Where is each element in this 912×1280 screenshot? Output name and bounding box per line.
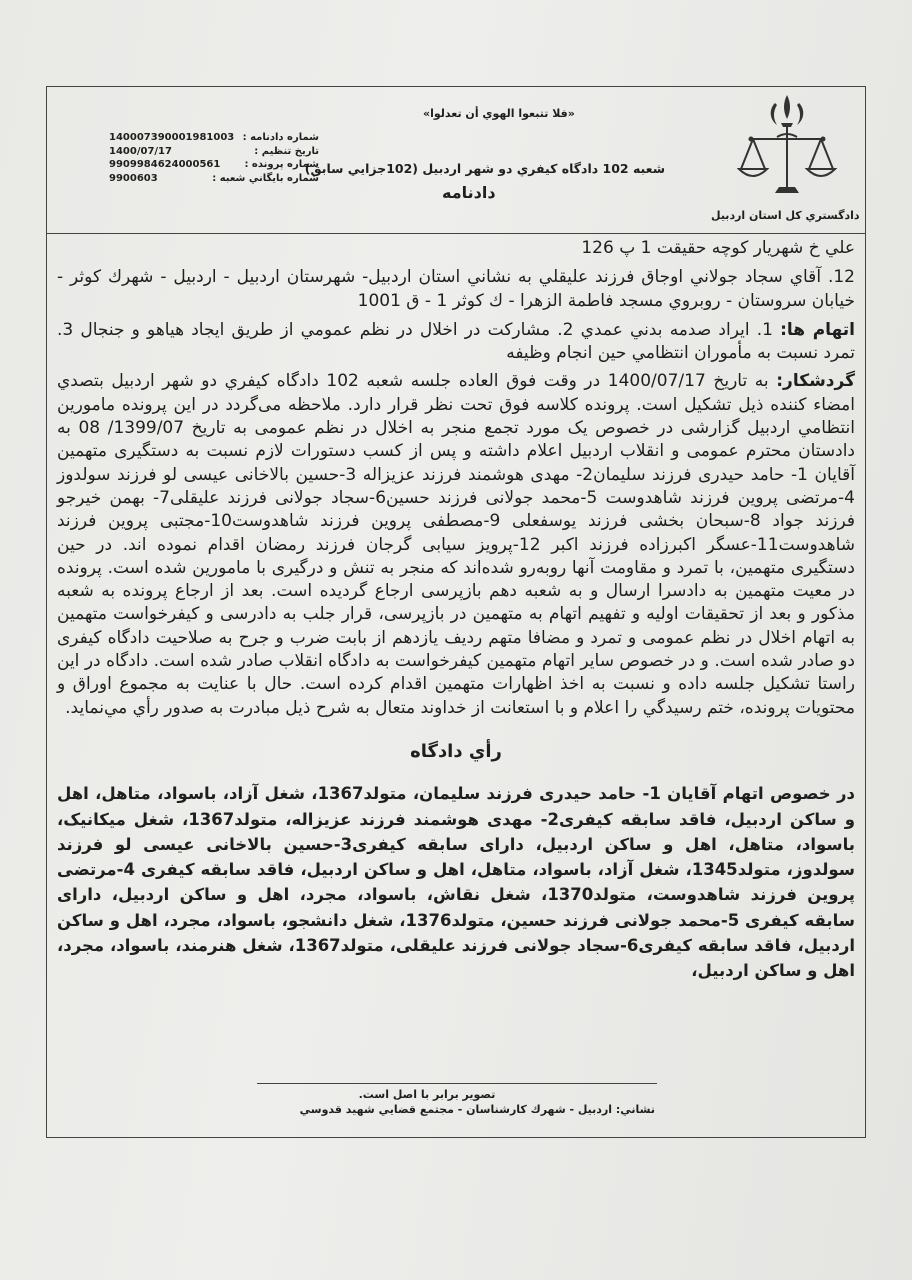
charges-label: اتهام ها: xyxy=(780,319,856,340)
address-continuation: علي خ شهريار كوچه حقيقت 1 پ 126 xyxy=(581,238,855,258)
document-footer xyxy=(259,1087,655,1117)
case-metadata xyxy=(109,131,319,185)
document-body xyxy=(47,237,865,984)
copy-note: تصوير برابر با اصل است. xyxy=(358,1088,496,1101)
meta-row xyxy=(109,158,319,172)
header-quote: «فلا تتبعوا الهوي أن تعدلوا» xyxy=(423,107,575,120)
department-name: دادگستري كل استان اردبيل xyxy=(711,209,860,222)
meta-label: شماره دادنامه : xyxy=(242,132,319,143)
charges-text: 1. ايراد صدمه بدني عمدي 2. مشاركت در اخلال در نظم عمومي از طريق ايجاد هياهو و جنجال 3. تمرد نسبت به مأموران انتظامي حين انجام وظيفه xyxy=(57,319,855,364)
header-divider xyxy=(47,233,865,234)
court-branch: شعبه 102 دادگاه كيفري دو شهر اردبيل (102جزايي سابق) xyxy=(304,161,665,176)
verdict-paragraph: در خصوص اتهام آقایان 1- حامد حیدری فرزند سلیمان، متولد1367، شغل آزاد، باسواد، متاهل، اهل و ساکن اردبیل، فاقد سابقه کیفری2- مهدی هوشمند فرزند عزیزاله، متولد1367، شغل میکانیک، باسواد، متاهل، اهل و ساکن اردبیل، دارای سابقه کیفری3-حسین بالاخانی عیسی لو فرزند سولدوز، متولد1345، شغل آزاد، باسواد، متاهل، اهل و ساکن اردبیل، فاقد سابقه کیفری 4-مرتضی پروین فرزند شاهدوست، متولد1370، شغل نقاش، باسواد، مجرد، اهل و ساکن اردبیل، دارای سابقه کیفری 5-محمد جولانی فرزند حسین، متولد1376، شغل دانشجو، باسواد، مجرد، اهل و ساکن اردبیل، فاقد سابقه کیفری6-سجاد جولانی فرزند علیقلی، متولد1367، شغل هنرمند، باسواد، مجرد، اهل و ساکن اردبیل، xyxy=(57,784,856,981)
proceedings-text: به تاريخ 1400/07/17 در وقت فوق العاده جلسه شعبه 102 دادگاه كيفري دو شهر اردبيل بتصدي امضاء كننده ذيل تشكيل است. پرونده كلاسه فوق تحت نظر قرار دارد. ملاحظه می‌گردد در اين پرونده مامورين انتظامي اردبيل گزارشی در خصوص یک مورد تجمع منجر به اخلال در نظم عمومی به تاریخ 1399/07/ 08 به دادستان محترم عمومی و انقلاب اردبیل اعلام داشته و پس از کسب دستورات لازم نسبت به دستگیری متهمین آقایان 1- حامد حیدری فرزند سلیمان2- مهدی هوشمند فرزند عزیزاله 3-حسین بالاخانی عیسی لو فرزند سولدوز 4-مرتضی پروین فرزند شاهدوست 5-محمد جولانی فرزند حسین6-سجاد جولانی فرزند علیقلی7- بهمن خیرجو فرزند جواد 8-سبحان بخشی فرزند یوسفعلی 9-مصطفی پروین فرزند شاهدوست10-مجتبی پروین فرزند شاهدوست11-عسگر اکبرزاده فرزند اکبر 12-پرویز سیابی گرجان فرزند رمضان اقدام نموده اند. در حین دستگیری متهمین، با تمرد و مقاومت آنها روبه‌رو شده‌اند که منجر به تنش و درگیری با مامورین شده است. پرونده در معیت متهمین به دادسرا ارسال و به شعبه دهم بازپرسی ارجاع گردیده است. بعد از ارجاع پرونده به شعبه مذکور و بعد از تحقیقات اولیه و تفهیم اتهام به متهمین در بازپرسی، قرار جلب به دادرسی و کیفرخواست متهمین به اتهام اخلال در نظم عمومی و تمرد و مضافا متهم ردیف یازدهم از بابت ضرب و جرح به صلاحیت دادگاه کیفری دو صادر شده است. و در خصوص سایر اتهام متهمین کیفرخواست به دادگاه انقلاب صادر شده است. دادگاه در این راستا تشکیل جلسه داده و نسبت به اخذ اظهارات متهمین اقدام کرده است. حال با عنایت به مجموع اوراق و محتویات پرونده، ختم رسيدگي را اعلام و با استعانت از خداوند متعال به شرح ذيل مبادرت به صدور رأي مي‌نمايد. xyxy=(57,371,855,718)
meta-row xyxy=(109,131,319,145)
meta-row xyxy=(109,172,319,186)
judiciary-emblem-icon xyxy=(737,93,837,205)
document-frame xyxy=(46,86,866,1138)
meta-row xyxy=(109,145,319,159)
meta-value: 9900603 xyxy=(109,172,158,184)
charges-paragraph xyxy=(57,319,855,366)
meta-value: 1400/07/17 xyxy=(109,145,172,157)
document-title: دادنامه xyxy=(442,183,496,202)
meta-value: 140007390001981003 xyxy=(109,132,235,143)
proceedings-paragraph xyxy=(57,370,855,719)
proceedings-label: گردشكار: xyxy=(776,371,855,392)
document-header xyxy=(47,87,865,237)
section-title: رأي دادگاه xyxy=(410,740,502,762)
accused-12-paragraph: 12. آقاي سجاد جولاني اوجاق فرزند عليقلي به نشاني استان اردبيل- شهرستان اردبيل - اردبيل - شهرك كوثر - خيابان سروستان - روبروي مسجد فاطمة الزهرا - ك كوثر 1 - ق 1001 xyxy=(57,267,855,311)
footer-divider xyxy=(257,1083,657,1084)
meta-label: شماره پرونده : xyxy=(244,159,319,170)
court-address: نشاني: اردبيل - شهرك كارشناسان - مجتمع قضايي شهيد قدوسي xyxy=(299,1103,655,1116)
meta-label: شماره بايگاني شعبه : xyxy=(212,172,319,184)
meta-label: تاريخ تنظيم : xyxy=(254,145,319,157)
meta-value: 9909984624000561 xyxy=(109,159,221,170)
